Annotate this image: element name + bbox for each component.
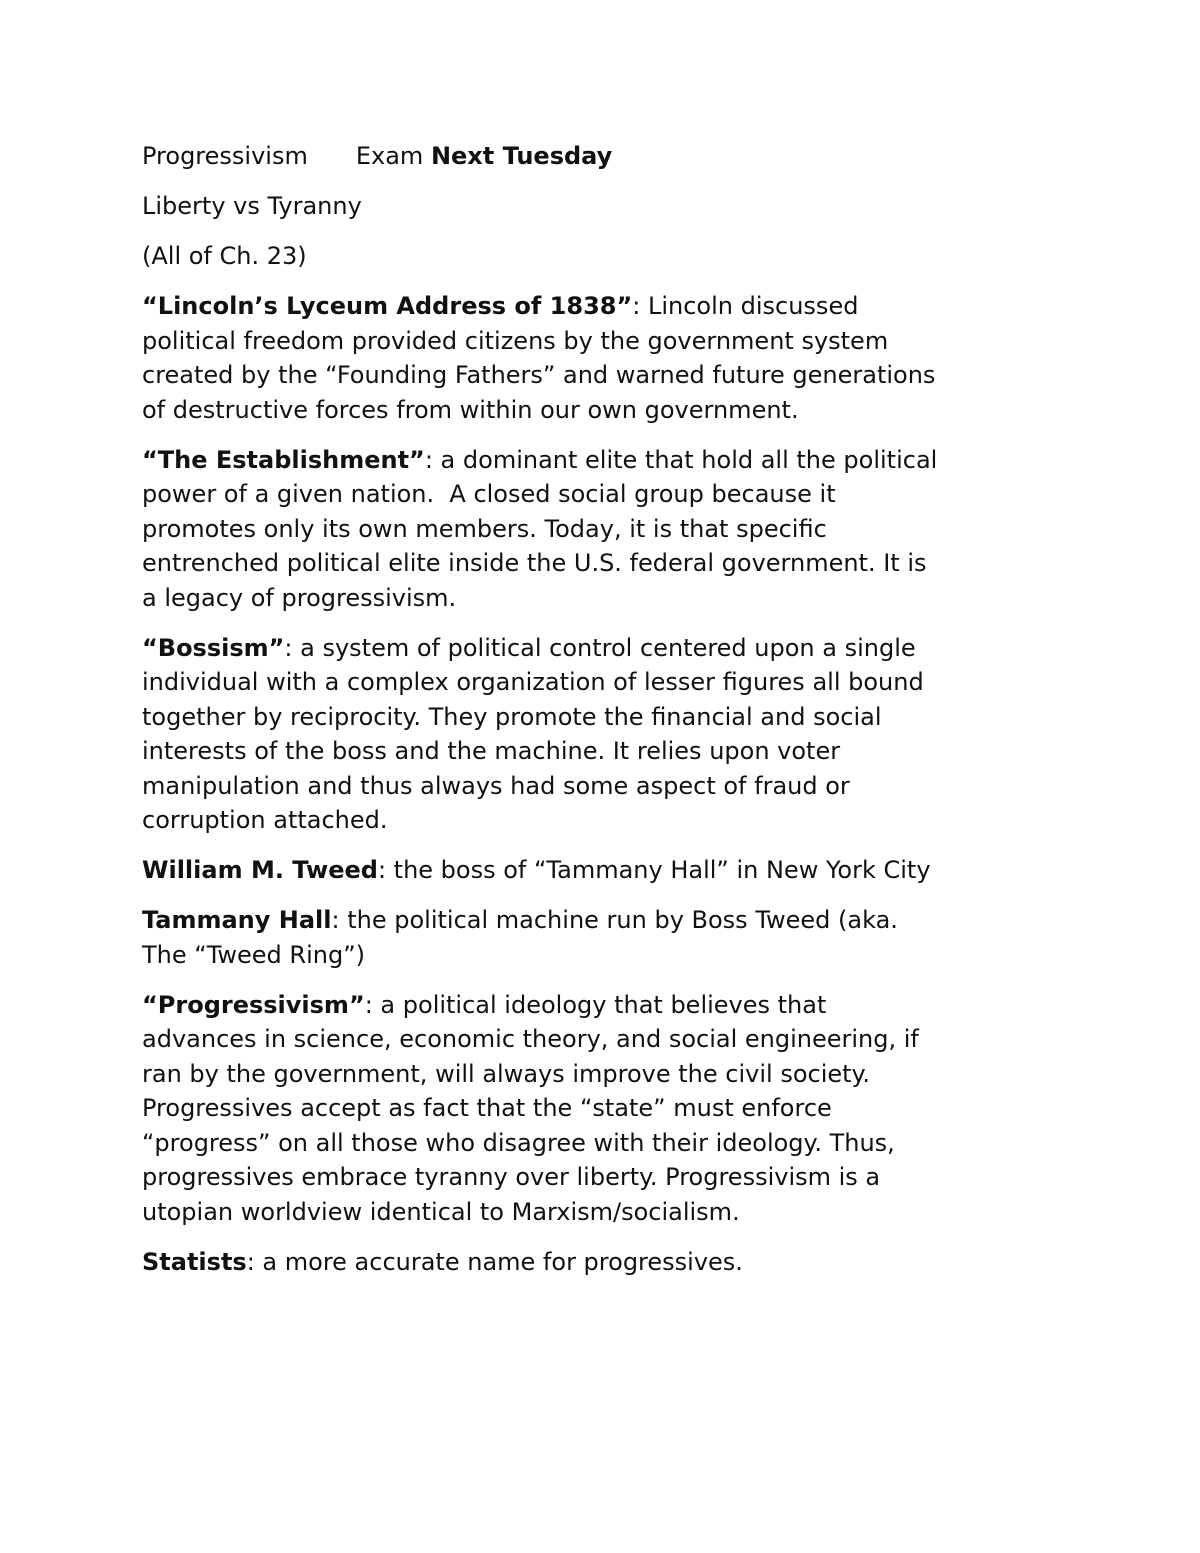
definitions-list (142, 189, 1102, 1279)
text: individual with a complex organization of lesser figures all bound (142, 668, 924, 696)
text: promotes only its own members. Today, it is that specific (142, 514, 827, 543)
text-line (142, 1091, 1102, 1126)
text: political freedom provided citizens by the government system (142, 326, 889, 355)
text-line (142, 903, 1102, 938)
text-line (142, 324, 1102, 359)
paragraph (142, 443, 1102, 616)
text: (All of Ch. 23) (142, 242, 307, 270)
text-line (142, 358, 1102, 393)
text: : a system of political control centered upon a single (284, 633, 916, 662)
text-line (142, 769, 1102, 804)
text-line (142, 631, 1102, 666)
text: : the political machine run by Boss Tweed (aka. (331, 906, 898, 934)
term: “Lincoln’s Lyceum Address of 1838” (142, 292, 633, 320)
text-line (142, 189, 1102, 224)
text-line (142, 1195, 1102, 1230)
text-line (142, 546, 1102, 581)
text: : a political ideology that believes that (364, 990, 827, 1019)
text: : a dominant elite that hold all the political (424, 445, 938, 474)
term: William M. Tweed (142, 856, 378, 884)
text-line (142, 938, 1102, 973)
document-body (142, 139, 1102, 1295)
text: Progressives accept as fact that the “state” must enforce (142, 1094, 832, 1122)
paragraph (142, 239, 1102, 274)
paragraph (142, 189, 1102, 224)
text: Liberty vs Tyranny (142, 192, 362, 220)
text-line (142, 734, 1102, 769)
term: “Progressivism” (142, 990, 365, 1019)
term: Statists (142, 1247, 247, 1276)
text-line (142, 665, 1102, 700)
text: corruption attached. (142, 806, 388, 834)
text-line (142, 988, 1102, 1023)
exam-label: Exam (355, 142, 424, 170)
text-line (142, 581, 1102, 616)
text-line (142, 700, 1102, 735)
text: advances in science, economic theory, and social engineering, if (142, 1025, 919, 1053)
text-line (142, 393, 1102, 428)
text: entrenched political elite inside the U.S. federal government. It is (142, 549, 927, 577)
text: interests of the boss and the machine. It relies upon voter (142, 737, 841, 765)
text-line (142, 853, 1102, 888)
paragraph (142, 289, 1102, 427)
text: manipulation and thus always had some aspect of fraud or (142, 771, 850, 800)
text: : the boss of “Tammany Hall” in New York City (377, 856, 931, 884)
paragraph (142, 853, 1102, 888)
text: power of a given nation. A closed social group because it (142, 480, 836, 508)
term: Tammany Hall (142, 906, 332, 934)
text-line (142, 289, 1102, 324)
text: utopian worldview identical to Marxism/socialism. (142, 1197, 740, 1226)
text-line (142, 803, 1102, 838)
text-line (142, 443, 1102, 478)
text: created by the “Founding Fathers” and warned future generations (142, 361, 936, 389)
paragraph (142, 903, 1102, 972)
text: of destructive forces from within our own government. (142, 395, 799, 424)
paragraph (142, 631, 1102, 838)
text: The “Tweed Ring”) (142, 940, 365, 969)
text-line (142, 239, 1102, 274)
text-line (142, 1022, 1102, 1057)
exam-date: Next Tuesday (430, 142, 613, 170)
text-line (142, 477, 1102, 512)
term: “The Establishment” (142, 445, 425, 474)
text: : a more accurate name for progressives. (246, 1247, 743, 1276)
term: “Bossism” (142, 633, 285, 662)
text-line (142, 512, 1102, 547)
text: together by reciprocity. They promote the financial and social (142, 702, 882, 731)
text-line (142, 1160, 1102, 1195)
text-line (142, 1057, 1102, 1092)
text: a legacy of progressivism. (142, 583, 457, 612)
header-line (142, 139, 1102, 174)
text: progressives embrace tyranny over liberty. Progressivism is a (142, 1163, 881, 1191)
paragraph (142, 988, 1102, 1230)
text-line (142, 1245, 1102, 1280)
text: ran by the government, will always improve the civil society. (142, 1059, 870, 1088)
paragraph (142, 1245, 1102, 1280)
text-line (142, 1126, 1102, 1161)
text: “progress” on all those who disagree with their ideology. Thus, (142, 1128, 895, 1157)
subject-title: Progressivism (142, 142, 308, 170)
text: : Lincoln discussed (632, 292, 859, 320)
